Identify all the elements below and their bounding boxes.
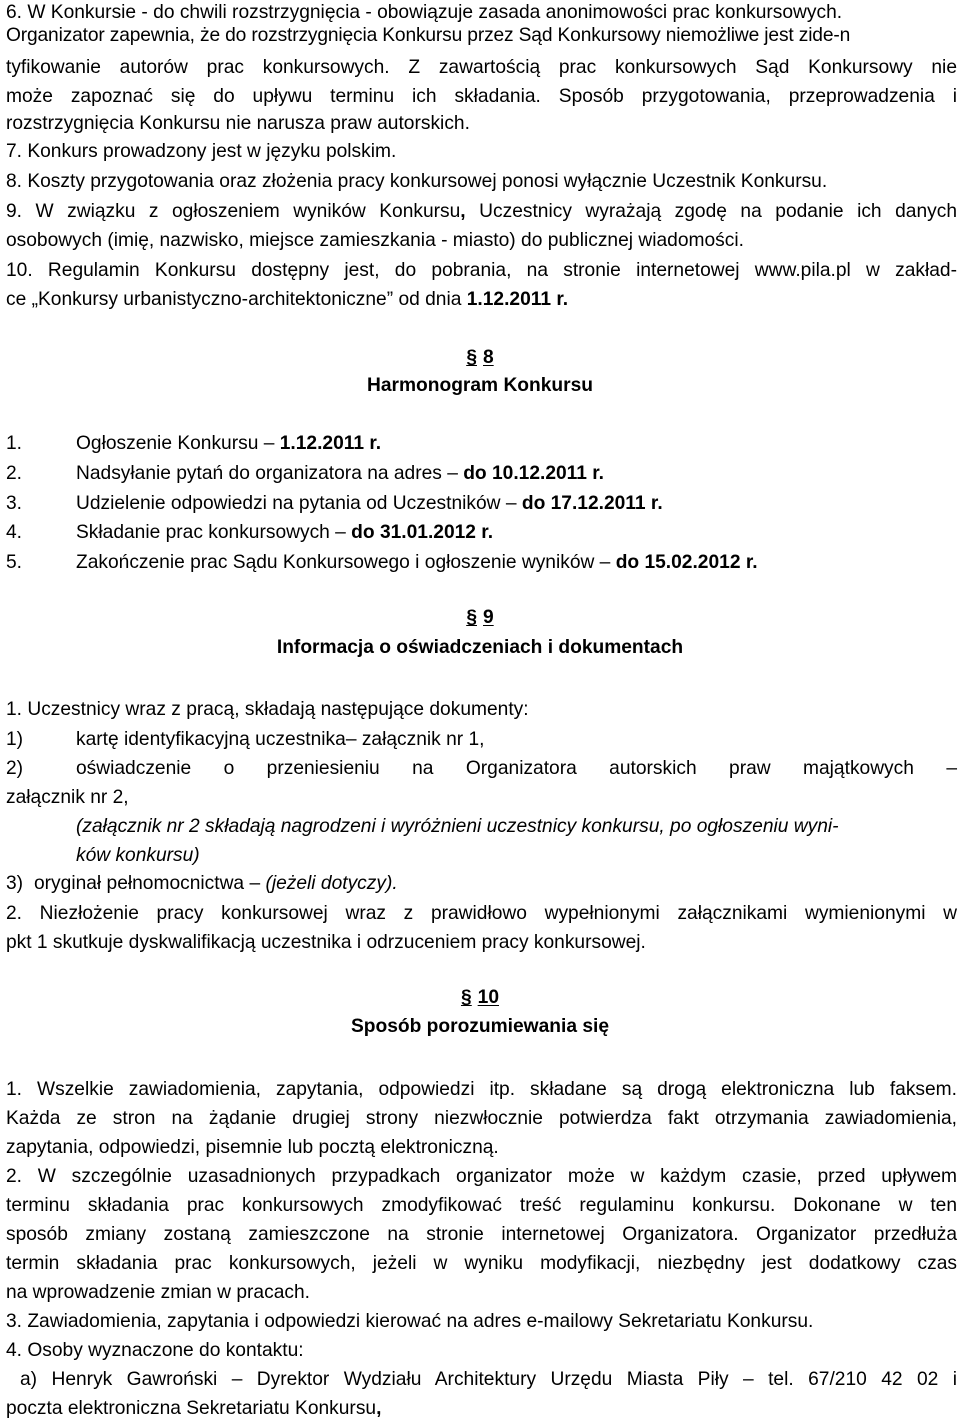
schedule-item-4-text: Składanie prac konkursowych –: [76, 522, 352, 543]
paragraph-6-line-2: [6, 23, 957, 49]
section-9-paragraph-2-line-1: 2. Niezłożenie pracy konkursowej wraz z prawidłowo wypełnionymi załącznikami wymienionymi w: [6, 903, 957, 924]
document-item-2-note-text-2: ków konkursu): [76, 845, 200, 866]
schedule-item-3-text: Udzielenie odpowiedzi na pytania od Uczestników –: [76, 493, 522, 514]
paragraph-10-line-2: [6, 287, 957, 313]
document-item-3-text: oryginał pełnomocnictwa –: [34, 873, 266, 894]
schedule-item-5: [6, 550, 957, 576]
document-item-1: [6, 727, 957, 753]
section-10-title: Sposób porozumiewania się: [350, 1016, 609, 1037]
paragraph-7: 7. Konkurs prowadzony jest w języku polskim.: [6, 141, 397, 162]
section-10-paragraph-4: 4. Osoby wyznaczone do kontaktu:: [6, 1340, 304, 1361]
section-9-title: Informacja o oświadczeniach i dokumentach: [276, 637, 684, 658]
paragraph-6-line-1: 6. W Konkursie - do chwili rozstrzygnięcia - obowiązuje zasada anonimowości prac konkursowych.: [6, 2, 843, 23]
section-symbol: §: [466, 607, 477, 628]
section-10-paragraph-2-line-5: na wprowadzenie zmian w pracach.: [6, 1282, 310, 1303]
paragraph-9-line-1: [6, 199, 957, 225]
paragraph-6-line-4: może zapoznać się do upływu terminu ich składania. Sposób przygotowania, przeprowadzenia i: [6, 86, 957, 107]
schedule-item-4-date: do 31.01.2012 r.: [351, 522, 494, 543]
schedule-item-5-number: 5.: [6, 552, 23, 573]
section-9-number-value: 9: [483, 607, 494, 628]
paragraph-9-text-a: 9. W związku z ogłoszeniem wyników Konkursu: [6, 201, 461, 222]
section-10-number: [0, 985, 960, 1011]
contact-person-a-line-2-text: poczta elektroniczna Sekretariatu Konkursu: [6, 1398, 377, 1419]
paragraph-8: 8. Koszty przygotowania oraz złożenia pracy konkursowej ponosi wyłącznie Uczestnik Konkursu.: [6, 171, 828, 192]
section-9-paragraph-2-line-2: pkt 1 skutkuje dyskwalifikacją uczestnika i odrzuceniem pracy konkursowej.: [6, 932, 646, 953]
paragraph-9-line-2: osobowych (imię, nazwisko, miejsce zamieszkania - miasto) do publicznej wiadomości.: [6, 230, 744, 251]
schedule-item-3-date: do 17.12.2011 r.: [521, 493, 663, 514]
schedule-item-2-text: Nadsyłanie pytań do organizatora na adres –: [76, 463, 464, 484]
section-10-paragraph-2-line-2: terminu składania prac konkursowych zmodyfikować treść regulaminu konkursu. Dokonane w ten: [6, 1195, 957, 1216]
section-8-title: Harmonogram Konkursu: [366, 375, 593, 396]
document-item-3: [6, 871, 957, 897]
section-10-number-value: 10: [477, 987, 499, 1008]
schedule-item-4: [6, 520, 957, 546]
document-item-2-note-line-2: [76, 843, 960, 869]
schedule-item-2-number: 2.: [6, 463, 23, 484]
document-item-2-note-text-1: (załącznik nr 2 składają nagrodzeni i wyróżnieni uczestnicy konkursu, po ogłoszeniu wyni-: [76, 816, 839, 837]
schedule-item-5-date: do 15.02.2012 r.: [615, 552, 758, 573]
paragraph-6-line-3: tyfikowanie autorów prac konkursowych. Z zawartością prac konkursowych Sąd Konkursowy nie: [6, 57, 957, 78]
document-item-1-number: 1): [6, 729, 24, 750]
section-10-paragraph-2-line-4: termin składania prac konkursowych, jeżeli w wyniku modyfikacji, niezbędny jest dodatkowy czas: [6, 1253, 957, 1274]
paragraph-6-line-5: rozstrzygnięcia Konkursu nie narusza praw autorskich.: [6, 113, 470, 134]
document-item-3-number: 3): [6, 873, 24, 894]
schedule-item-3: [6, 491, 957, 517]
schedule-item-2-date: do 10.12.2011 r.: [463, 463, 605, 484]
paragraph-10-text: ce „Konkursy urbanistyczno-architektoniczne” od dnia: [6, 289, 467, 310]
section-symbol: §: [460, 987, 472, 1008]
section-10-paragraph-2-line-1: 2. W szczególnie uzasadnionych przypadkach organizator może w każdym czasie, przed upływem: [6, 1166, 957, 1187]
contact-person-a-line-1: a) Henryk Gawroński – Dyrektor Wydziału Architektury Urzędu Miasta Piły – tel. 67/210 42 02 i: [20, 1369, 957, 1390]
contact-person-a-line-2-comma: ,: [376, 1398, 382, 1419]
document-item-3-note: (jeżeli dotyczy).: [265, 873, 398, 894]
document-item-2-number: 2): [6, 758, 24, 779]
paragraph-6-line-2-tail: n: [839, 25, 851, 46]
schedule-item-1-text: Ogłoszenie Konkursu –: [76, 433, 280, 454]
schedule-item-4-number: 4.: [6, 522, 23, 543]
section-10-paragraph-3: 3. Zawiadomienia, zapytania i odpowiedzi kierować na adres e-mailowy Sekretariatu Konkursu.: [6, 1311, 814, 1332]
paragraph-10-line-1: 10. Regulamin Konkursu dostępny jest, do pobrania, na stronie internetowej www.pila.pl w zakład-: [6, 260, 957, 281]
document-item-1-text: kartę identyfikacyjną uczestnika– załącznik nr 1,: [76, 729, 485, 750]
paragraph-9-text-b: Uczestnicy wyrażają zgodę na podanie ich danych: [465, 201, 957, 222]
section-9-intro: 1. Uczestnicy wraz z pracą, składają następujące dokumenty:: [6, 699, 529, 720]
section-10-paragraph-1-line-2: Każda ze stron na żądanie drugiej strony niezwłocznie potwierdza fakt otrzymania zawiadomienia,: [6, 1108, 957, 1129]
document-item-2-continued: załącznik nr 2,: [6, 787, 129, 808]
section-8-number: [0, 345, 960, 371]
paragraph-6-line-2-text: Organizator zapewnia, że do rozstrzygnięcia Konkursu przez Sąd Konkursowy niemożliwe jest zide-: [6, 25, 840, 46]
paragraph-10-date: 1.12.2011 r.: [466, 289, 569, 310]
section-10-paragraph-2-line-3: sposób zmiany zostaną zamieszczone na stronie internetowej Organizatora. Organizator przedłuża: [6, 1224, 957, 1245]
schedule-item-1-date: 1.12.2011 r.: [279, 433, 382, 454]
section-9-number: [0, 605, 960, 631]
schedule-item-1-number: 1.: [6, 433, 23, 454]
schedule-item-1: [6, 431, 957, 457]
schedule-item-5-text: Zakończenie prac Sądu Konkursowego i ogłoszenie wyników –: [76, 552, 616, 573]
document-item-2-note-line-1: [76, 814, 957, 840]
section-symbol: §: [466, 347, 477, 368]
schedule-item-3-number: 3.: [6, 493, 23, 514]
document-item-2-text: oświadczenie o przeniesieniu na Organizatora autorskich praw majątkowych –: [76, 758, 957, 779]
paragraph-9-comma: ,: [460, 201, 466, 222]
section-8-number-value: 8: [483, 347, 494, 368]
contact-person-a-line-2: [6, 1396, 957, 1422]
section-10-paragraph-1-line-3: zapytania, odpowiedzi, pisemnie lub pocztą elektroniczną.: [6, 1137, 499, 1158]
section-10-paragraph-1-line-1: 1. Wszelkie zawiadomienia, zapytania, odpowiedzi itp. składane są drogą elektroniczna lub faksem.: [6, 1079, 957, 1100]
schedule-item-2: [6, 461, 957, 487]
document-item-2: [6, 756, 957, 782]
